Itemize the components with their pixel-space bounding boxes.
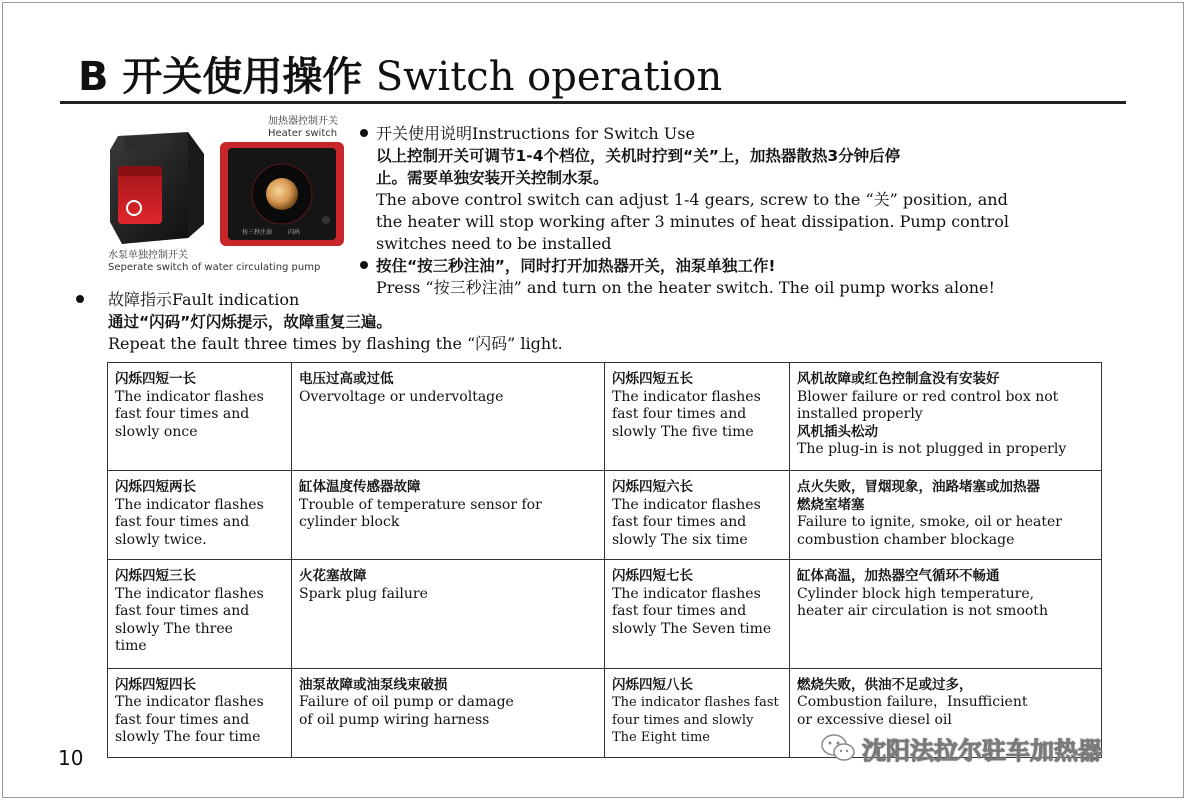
cell-en: The indicator flashes fast four times and slowly once bbox=[115, 388, 264, 440]
cell-en: Blower failure or red control box not installed properly bbox=[797, 388, 1059, 422]
rocker-switch-image bbox=[104, 126, 210, 246]
cell-cn: 闪烁四短五长 bbox=[612, 371, 693, 387]
table-cell bbox=[790, 471, 1102, 560]
cell-en: Failure of oil pump or damage of oil pump wiring harness bbox=[299, 694, 514, 728]
table-cell bbox=[108, 560, 292, 668]
instructions-en-line1: The above control switch can adjust 1-4 gears, screw to the “关” position, and bbox=[376, 190, 1008, 209]
page-title bbox=[78, 52, 722, 101]
cell-en: The indicator flashes fast four times and slowly The four time bbox=[115, 694, 264, 746]
page-number: 10 bbox=[58, 746, 84, 770]
watermark bbox=[820, 730, 1102, 766]
cell-cn: 火花塞故障 bbox=[299, 568, 367, 585]
cell-cn: 电压过高或过低 bbox=[299, 371, 394, 387]
heater-switch-caption-en: Heater switch bbox=[268, 128, 338, 139]
table-cell bbox=[605, 668, 790, 757]
fault-cn: 通过“闪码”灯闪烁提示，故障重复三遍。 bbox=[108, 313, 392, 331]
cell-cn: 点火失败，冒烟现象，油路堵塞或加热器 燃烧室堵塞 bbox=[797, 479, 1040, 513]
svg-text:按三秒注油: 按三秒注油 bbox=[242, 229, 273, 236]
cell-cn: 油泵故障或油泵线束破损 bbox=[299, 676, 448, 693]
press-en: Press “按三秒注油” and turn on the heater switch. The oil pump works alone! bbox=[376, 278, 995, 297]
cell-en: The indicator flashes fast four times and slowly The six time bbox=[612, 496, 761, 548]
cell-cn: 闪烁四短两长 bbox=[115, 479, 196, 496]
fault-code-table bbox=[107, 362, 1102, 758]
cell-cn: 闪烁四短四长 bbox=[115, 676, 196, 693]
cell-en: The indicator flashes fast four times and slowly The Seven time bbox=[612, 585, 772, 637]
table-cell bbox=[605, 363, 790, 471]
cell-cn: 缸体高温，加热器空气循环不畅通 bbox=[797, 568, 1000, 585]
table-cell bbox=[108, 668, 292, 757]
cell-en: Spark plug failure bbox=[299, 585, 428, 602]
cell-cn: 闪烁四短八长 bbox=[612, 676, 693, 693]
cell-cn: 风机故障或红色控制盒没有安装好 bbox=[797, 371, 1000, 387]
table-row bbox=[108, 560, 1102, 668]
cell-en: The indicator flashes fast four times and slowly The three time bbox=[115, 585, 264, 655]
instructions-cn-line2: 止。需要单独安装开关控制水泵。 bbox=[376, 169, 609, 187]
table-cell bbox=[108, 471, 292, 560]
page-title-en: Switch operation bbox=[375, 54, 723, 100]
cell-en: The indicator flashes fast four times and slowly The five time bbox=[612, 388, 761, 440]
instructions-heading: 开关使用说明Instructions for Switch Use bbox=[376, 124, 695, 143]
cell-en: Trouble of temperature sensor for cylinder block bbox=[299, 496, 542, 531]
cell-cn: 闪烁四短三长 bbox=[115, 568, 196, 585]
watermark-text: 沈阳法拉尔驻车加热器 bbox=[862, 736, 1102, 765]
cell-cn: 闪烁四短七长 bbox=[612, 568, 693, 585]
cell-en: The plug-in is not plugged in properly bbox=[797, 441, 1067, 457]
cell-en: The indicator flashes fast four times and slowly twice. bbox=[115, 496, 264, 548]
instructions-en-line2: the heater will stop working after 3 minutes of heat dissipation. Pump control bbox=[376, 212, 1009, 231]
table-row bbox=[108, 363, 1102, 471]
cell-cn: 闪烁四短一长 bbox=[115, 371, 196, 387]
bullet-icon bbox=[76, 295, 84, 303]
table-cell bbox=[292, 363, 605, 471]
cell-en: Combustion failure，Insufficient or excessive diesel oil bbox=[797, 694, 1028, 728]
cell-cn: 缸体温度传感器故障 bbox=[299, 479, 421, 496]
table-cell bbox=[605, 560, 790, 668]
title-rule bbox=[60, 101, 1126, 104]
pump-switch-caption-en: Seperate switch of water circulating pump bbox=[108, 262, 321, 273]
table-cell bbox=[292, 560, 605, 668]
table-cell bbox=[790, 560, 1102, 668]
fault-heading: 故障指示Fault indication bbox=[108, 290, 300, 309]
table-cell bbox=[292, 668, 605, 757]
svg-text:闪码: 闪码 bbox=[288, 229, 301, 236]
cell-cn: 燃烧失败，供油不足或过多， bbox=[797, 676, 973, 693]
table-cell bbox=[790, 363, 1102, 471]
table-row bbox=[108, 471, 1102, 560]
instructions-cn-line1: 以上控制开关可调节1-4个档位，关机时拧到“关”上，加热器散热3分钟后停 bbox=[376, 147, 901, 165]
cell-en: The indicator flashes fast four times and slowly The Eight time bbox=[612, 695, 779, 746]
bullet-icon bbox=[360, 129, 368, 137]
pump-switch-caption-cn: 水泵单独控制开关 bbox=[108, 250, 188, 261]
bullet-icon bbox=[360, 261, 368, 269]
heater-control-box-image bbox=[218, 140, 346, 248]
fault-en: Repeat the fault three times by flashing the “闪码” light. bbox=[108, 334, 563, 353]
cell-en: Overvoltage or undervoltage bbox=[299, 388, 504, 405]
page-title-cn: B 开关使用操作 bbox=[78, 54, 363, 100]
cell-en: Cylinder block high temperature, heater air circulation is not smooth bbox=[797, 585, 1048, 620]
table-cell bbox=[108, 363, 292, 471]
instructions-en-line3: switches need to be installed bbox=[376, 234, 612, 253]
press-cn: 按住“按三秒注油”，同时打开加热器开关，油泵单独工作! bbox=[376, 257, 776, 275]
cell-cn: 闪烁四短六长 bbox=[612, 479, 693, 496]
heater-switch-caption-cn: 加热器控制开关 bbox=[268, 116, 338, 127]
table-cell bbox=[605, 471, 790, 560]
cell-cn: 风机插头松动 bbox=[797, 423, 878, 440]
cell-en: Failure to ignite, smoke, oil or heater combustion chamber blockage bbox=[797, 514, 1062, 548]
table-cell bbox=[292, 471, 605, 560]
wechat-logo-icon bbox=[820, 733, 856, 763]
